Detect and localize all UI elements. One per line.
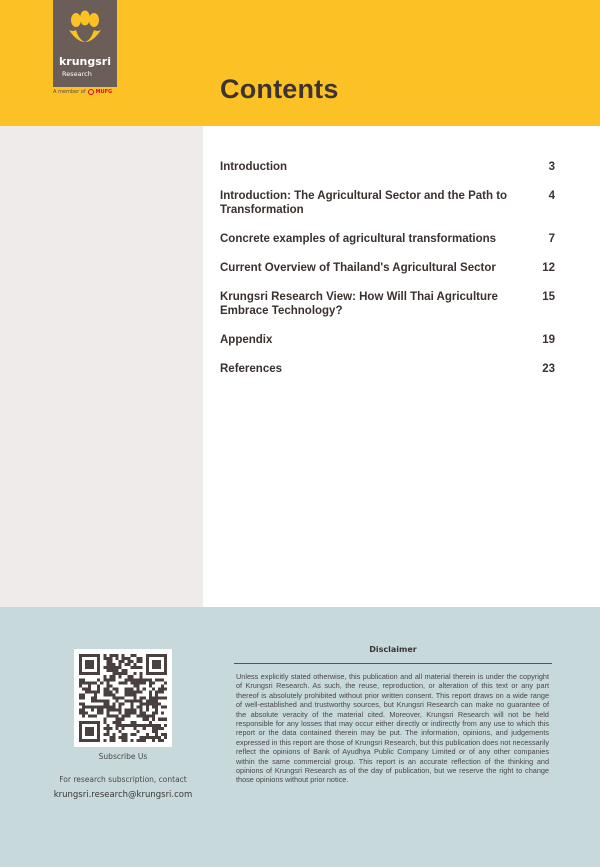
member-line xyxy=(53,89,112,95)
toc-item-label: Current Overview of Thailand's Agricultural Sector xyxy=(220,262,496,274)
toc-item-current-overview[interactable] xyxy=(220,261,555,275)
toc-item-page: 12 xyxy=(542,262,555,274)
disclaimer-divider xyxy=(234,663,552,664)
toc-item-page: 15 xyxy=(542,291,555,303)
toc-item-introduction[interactable] xyxy=(220,160,555,174)
toc-item-label: Introduction xyxy=(220,161,288,173)
qr-finder-center-1 xyxy=(152,660,161,669)
toc-item-label: Introduction: The Agricultural Sector and the Path to Transformation xyxy=(220,190,508,216)
toc-item-page: 3 xyxy=(548,161,555,173)
toc-item-page: 7 xyxy=(548,233,555,245)
subscribe-label: Subscribe Us xyxy=(98,752,148,761)
footer xyxy=(0,607,600,867)
toc-item-appendix[interactable] xyxy=(220,333,555,347)
mufg-circle-icon xyxy=(88,89,94,95)
left-panel xyxy=(0,126,203,607)
subscribe-qr-code[interactable] xyxy=(74,649,172,747)
toc-item-research-view[interactable] xyxy=(220,290,555,318)
krungsri-emblem-icon xyxy=(64,10,106,52)
page-title: Contents xyxy=(220,74,339,104)
qr-code-icon xyxy=(79,654,167,742)
mufg-brand: MUFG xyxy=(95,89,113,95)
toc-item-label: References xyxy=(220,363,283,375)
toc-item-references[interactable] xyxy=(220,362,555,376)
logo-subtitle: Research xyxy=(62,70,92,78)
toc-item-page: 4 xyxy=(548,190,555,202)
toc-item-label: Krungsri Research View: How Will Thai Agriculture Embrace Technology? xyxy=(220,291,498,317)
toc-item-page: 19 xyxy=(542,334,555,346)
toc-item-agricultural-sector[interactable] xyxy=(220,189,555,217)
logo-name: krungsri xyxy=(58,55,112,68)
toc-item-page: 23 xyxy=(542,363,555,375)
toc-item-label: Concrete examples of agricultural transformations xyxy=(220,233,497,245)
contact-label: For research subscription, contact xyxy=(59,775,187,784)
qr-finder-center-2 xyxy=(85,727,94,736)
qr-finder-center-0 xyxy=(85,660,94,669)
toc-item-label: Appendix xyxy=(220,334,273,346)
table-of-contents xyxy=(220,160,555,391)
toc-item-concrete-examples[interactable] xyxy=(220,232,555,246)
disclaimer-title: Disclaimer xyxy=(369,645,417,654)
disclaimer-text: Unless explicitly stated otherwise, this publication and all material therein is under the copyright of Krungsri Research. As such, the reuse, reproduction, or alteration of this text or any part thereof is absolutely prohibited without prior written consent. This report draws on a wide range of well-established and trustworthy sources, but Krungsri Research can make no guarantee of the absolute veracity of the material cited. Moreover, Krungsri Research will not be held responsible for any losses that may occur either directly or indirectly from any use to which this report or the data contained therein may be put. The information, opinions, and judgements expressed in this report are those of Krungsri Research, but this publication does not necessarily reflect the opinions of Bank of Ayudhya Public Company Limited or of any other companies within the same commercial group. This report is an accurate reflection of the thinking and opinions of Krungsri Research as of the day of publication, but we reserve the right to change those opinions without prior notice. xyxy=(236,672,549,785)
contact-email[interactable]: krungsri.research@krungsri.com xyxy=(53,790,193,800)
header-band xyxy=(0,0,600,126)
krungsri-logo[interactable] xyxy=(53,0,117,87)
member-prefix: A member of xyxy=(53,89,86,95)
